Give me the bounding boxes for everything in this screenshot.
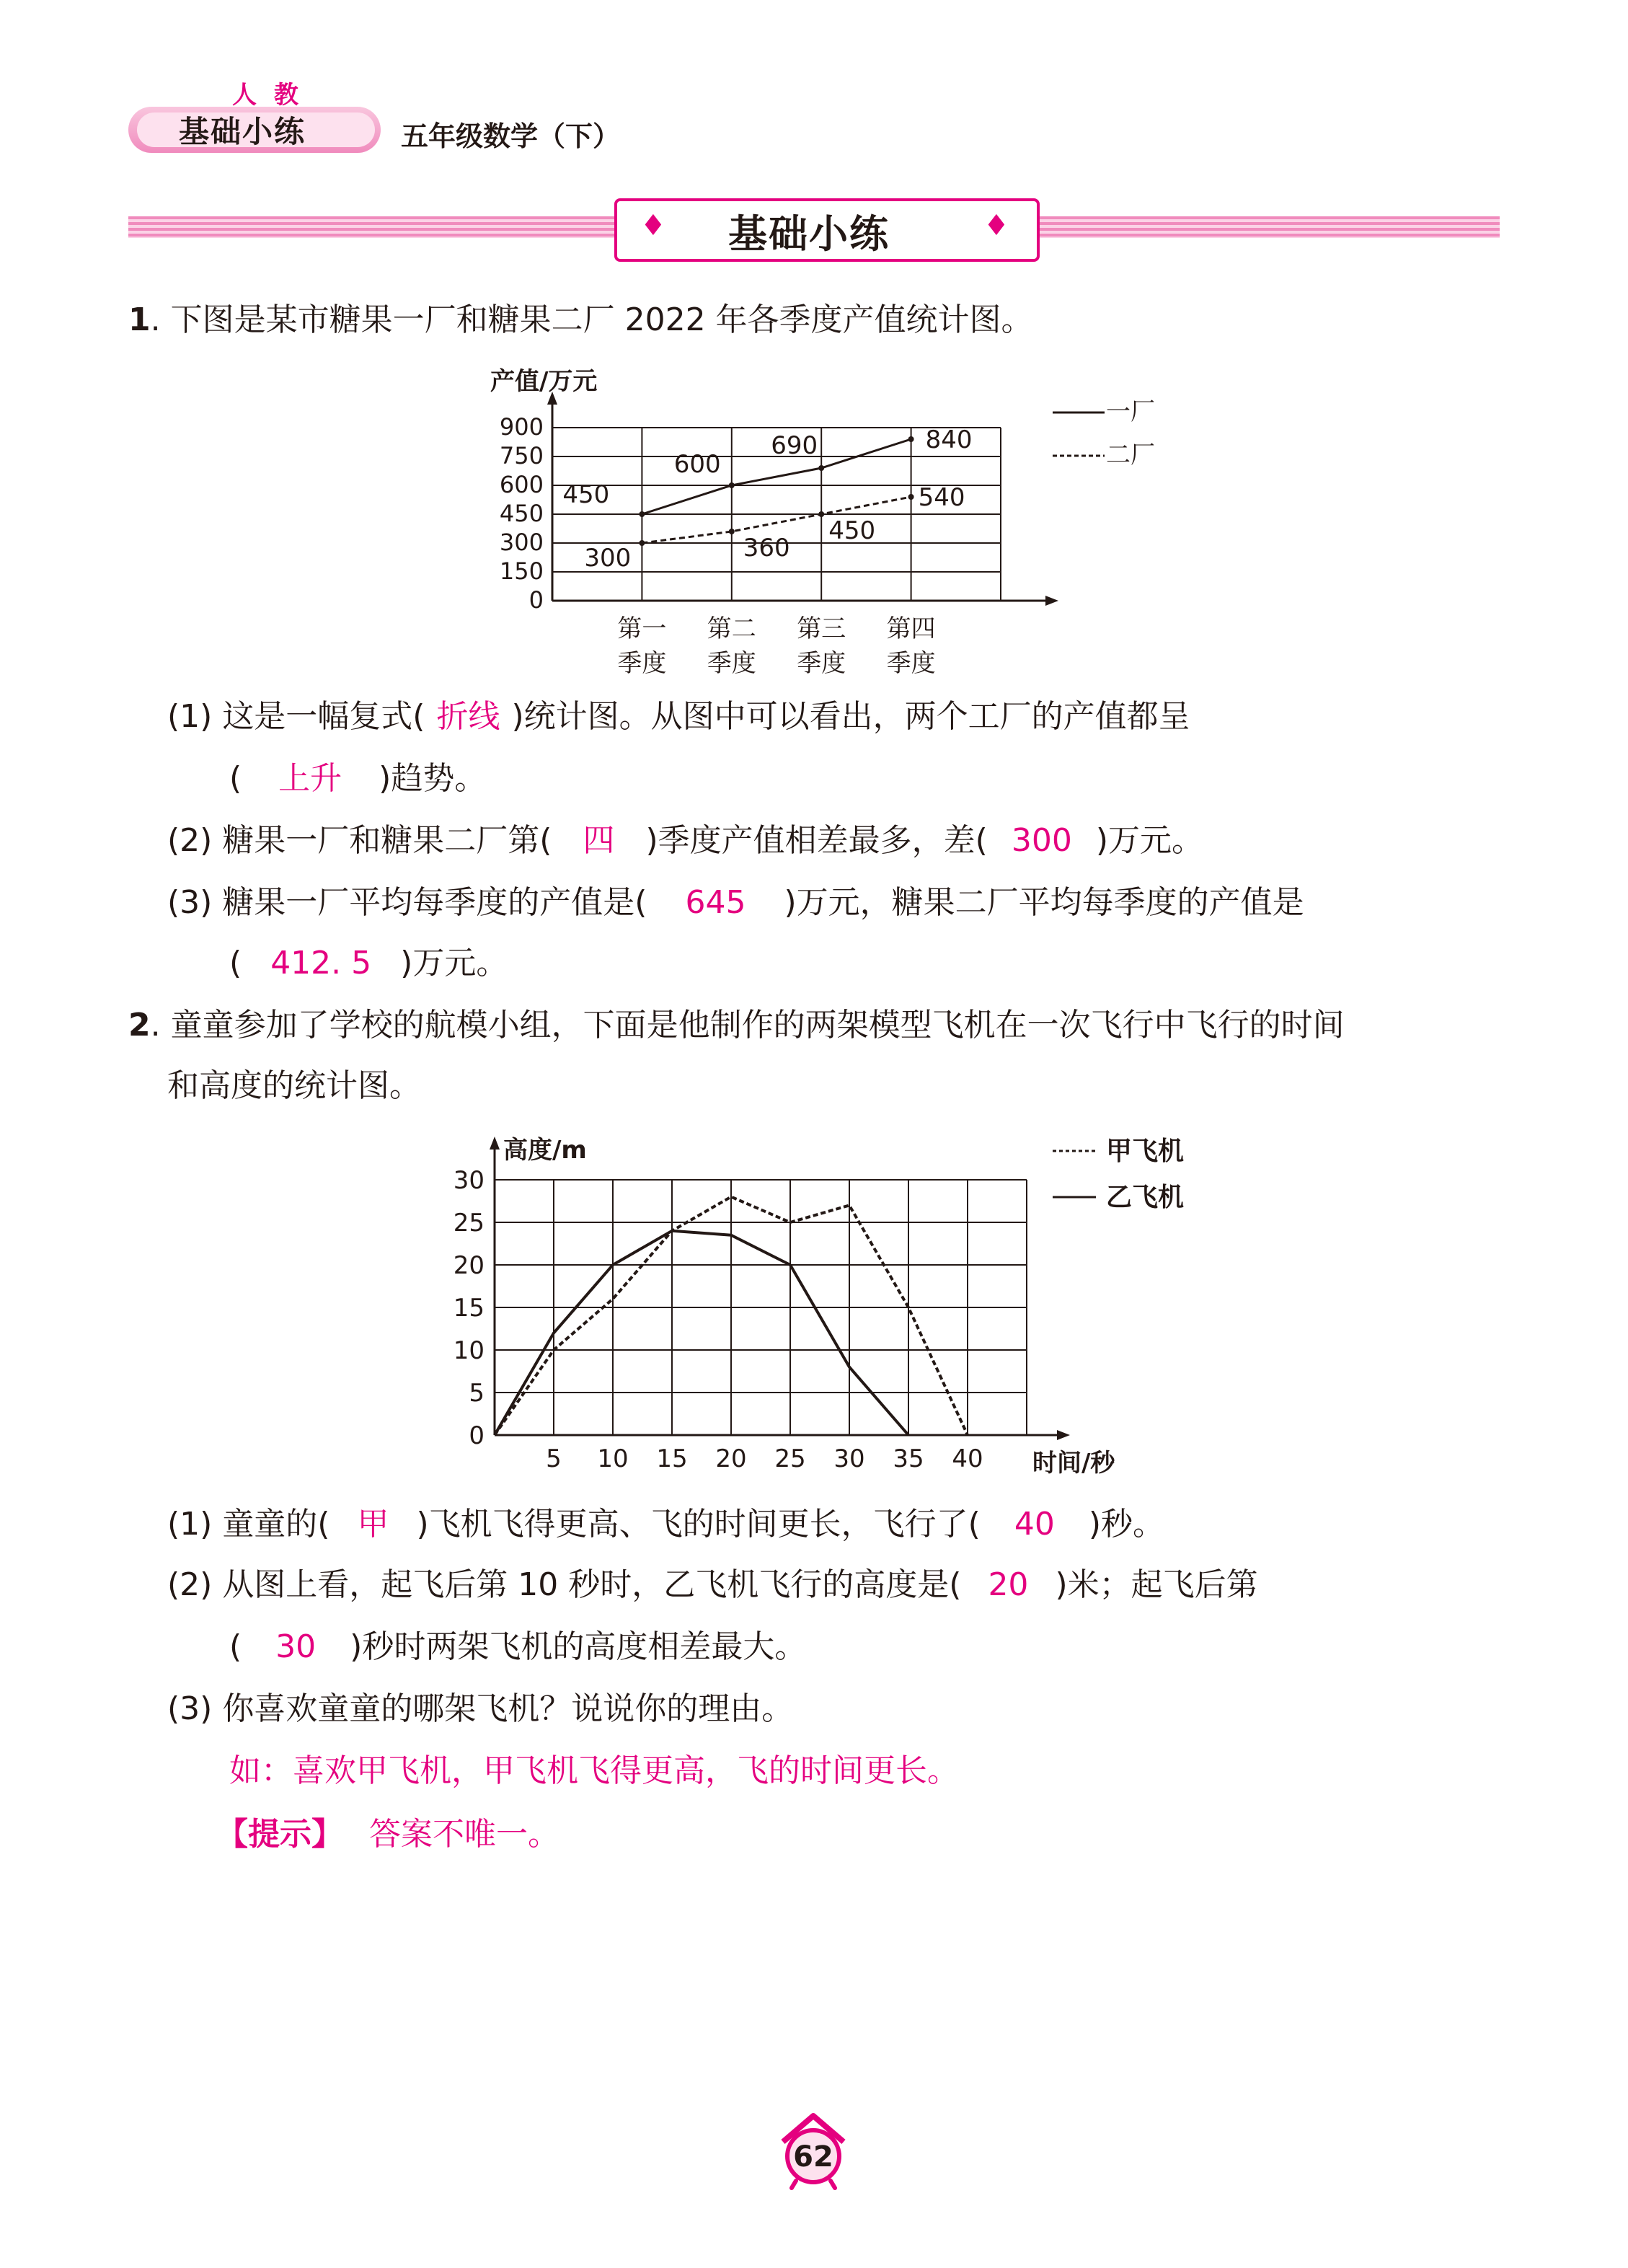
chart1-data-label: 450 <box>828 516 876 545</box>
q1-sub1 <box>167 700 1190 734</box>
chart2-ytick-label: 25 <box>453 1209 485 1237</box>
chart1-ytick-label: 450 <box>499 500 544 527</box>
chart1-category-label: 季度 <box>707 649 756 678</box>
chart1-data-label: 600 <box>673 450 721 479</box>
grade-label: 五年级数学（下） <box>401 120 621 152</box>
chart1-category-label: 第一 <box>617 614 667 643</box>
q2-sub2-text-c: ( <box>229 1628 242 1665</box>
q2-sub3: (3) 你喜欢童童的哪架飞机？说说你的理由。 <box>167 1690 794 1727</box>
chart2-ytick-label: 5 <box>469 1379 485 1408</box>
chart1-data-label: 840 <box>925 425 973 454</box>
chart1-data-label: 300 <box>584 544 632 573</box>
q1-number: 1 <box>128 301 151 338</box>
q2-sub1-answer-1: 甲 <box>357 1506 389 1543</box>
q1-sub2-answer-2: 300 <box>1011 822 1072 859</box>
section-title: 基础小练 <box>728 211 890 257</box>
q2-sub1-text-b: )飞机飞得更高、飞的时间更长，飞行了( <box>416 1506 981 1543</box>
hint-text: 答案不唯一。 <box>369 1816 559 1853</box>
chart2-y-label: 高度/m <box>503 1136 587 1165</box>
chart1-point <box>908 436 914 442</box>
chart1-y-label: 产值/万元 <box>490 367 598 396</box>
q1-sub1-text-a: (1) 这是一幅复式( <box>167 698 425 735</box>
publisher-label: 人 教 <box>232 81 303 110</box>
q2-sub2-text-d: )秒时两架飞机的高度相差最大。 <box>350 1628 807 1665</box>
chart2-xtick-label: 5 <box>546 1444 562 1473</box>
chart1-category-label: 第三 <box>797 614 846 643</box>
q2-stem-line2: 和高度的统计图。 <box>167 1067 421 1104</box>
chart2-xtick-label: 15 <box>656 1444 688 1473</box>
chart1-ytick-label: 300 <box>499 529 544 556</box>
q1-sub1-text-b: )统计图。从图中可以看出，两个工厂的产值都呈 <box>511 698 1190 735</box>
q1-sub3-text-d: )万元。 <box>400 945 508 981</box>
chart1-ytick-label: 600 <box>499 471 544 498</box>
chart1-category-label: 季度 <box>617 649 667 678</box>
q1-sub2-answer-1: 四 <box>583 822 615 859</box>
chart1-data-label: 450 <box>562 480 610 509</box>
q2-sub2-text-b: )米；起飞后第 <box>1055 1566 1258 1603</box>
q1-sub2-text-c: )万元。 <box>1095 822 1203 859</box>
chart1-category-label: 第四 <box>886 614 936 643</box>
chart1-data-label: 540 <box>918 483 965 512</box>
diamond-left-icon: ♦ <box>640 209 666 242</box>
q1-sub2-text-b: )季度产值相差最多，差( <box>645 822 988 859</box>
chart1-data-label: 360 <box>743 534 790 562</box>
page-number-badge <box>770 2106 857 2192</box>
q2-sub1-answer-2: 40 <box>1014 1506 1055 1543</box>
chart2-xtick-label: 40 <box>952 1444 983 1473</box>
q1-sub3-answer-2: 412. 5 <box>270 945 372 981</box>
q1-stem-text: . 下图是某市糖果一厂和糖果二厂 2022 年各季度产值统计图。 <box>150 301 1033 338</box>
q2-sub2-text-a: (2) 从图上看，起飞后第 10 秒时，乙飞机飞行的高度是( <box>167 1566 962 1603</box>
q2-sub1-text-c: )秒。 <box>1088 1506 1164 1543</box>
q1-sub1-answer-1: 折线 <box>436 698 500 735</box>
series-label: 基础小练 <box>179 114 306 149</box>
chart2-ytick-label: 10 <box>453 1336 485 1365</box>
chart2-xtick-label: 20 <box>715 1444 747 1473</box>
q2-sub3-answer: 如：喜欢甲飞机，甲飞机飞得更高，飞的时间更长。 <box>229 1752 959 1789</box>
chart1-point <box>908 494 914 500</box>
page-number: 62 <box>793 2140 833 2174</box>
q2-number: 2 <box>128 1007 151 1043</box>
chart1-point <box>639 540 645 546</box>
chart2-xtick-label: 25 <box>774 1444 806 1473</box>
q1-sub1-answer-2: 上升 <box>278 760 342 797</box>
chart1-point <box>729 482 735 488</box>
chart1-category-label: 季度 <box>886 649 936 678</box>
q2-stem-line1 <box>128 1008 1345 1043</box>
chart1-point <box>639 511 645 517</box>
q2-sub1 <box>167 1507 1164 1542</box>
chart1-ytick-label: 150 <box>499 557 544 585</box>
q1-sub3 <box>167 886 1304 920</box>
chart2-xtick-label: 10 <box>597 1444 629 1473</box>
q1-sub1-cont <box>229 762 486 796</box>
chart2-ytick-label: 15 <box>453 1294 485 1323</box>
chart2-ytick-label: 0 <box>469 1421 485 1450</box>
chart-1-factory-output <box>476 361 1197 685</box>
chart1-point <box>818 511 824 517</box>
chart2-x-arrow-icon <box>1057 1430 1070 1440</box>
q2-sub1-text-a: (1) 童童的( <box>167 1506 330 1543</box>
chart1-legend-label: 二厂 <box>1106 441 1155 469</box>
chart1-x-arrow-icon <box>1045 596 1058 606</box>
q2-sub2-answer-1: 20 <box>988 1566 1029 1603</box>
chart1-data-label: 690 <box>771 431 818 460</box>
q1-sub3-text-c: ( <box>229 945 242 981</box>
diamond-right-icon: ♦ <box>983 209 1009 242</box>
chart2-ytick-label: 30 <box>453 1166 485 1195</box>
chart1-ytick-label: 900 <box>499 413 544 441</box>
chart1-ytick-label: 0 <box>528 586 544 614</box>
chart2-legend-label: 乙飞机 <box>1106 1183 1185 1212</box>
q1-sub1-text-c: ( <box>229 760 242 797</box>
chart1-category-label: 第二 <box>707 614 756 643</box>
q1-sub2 <box>167 824 1203 858</box>
hint-label: 【提示】 <box>216 1816 343 1853</box>
q1-sub1-text-d: )趋势。 <box>379 760 487 797</box>
q2-stem-text-1: . 童童参加了学校的航模小组，下面是他制作的两架模型飞机在一次飞行中飞行的时间 <box>150 1007 1345 1043</box>
q1-sub3-answer-1: 645 <box>685 884 746 921</box>
chart-2-flight-height <box>447 1125 1240 1493</box>
q1-sub3-cont <box>229 946 508 981</box>
q2-sub2 <box>167 1568 1258 1602</box>
chart2-xtick-label: 35 <box>893 1444 924 1473</box>
q1-sub3-text-a: (3) 糖果一厂平均每季度的产值是( <box>167 884 647 921</box>
chart1-ytick-label: 750 <box>499 442 544 469</box>
q1-stem <box>128 303 1033 337</box>
chart2-legend-label: 甲飞机 <box>1106 1137 1185 1166</box>
q1-sub2-text-a: (2) 糖果一厂和糖果二厂第( <box>167 822 552 859</box>
chart2-ytick-label: 20 <box>453 1251 485 1280</box>
chart1-legend-label: 一厂 <box>1106 397 1155 426</box>
chart2-series-line-2 <box>495 1231 908 1435</box>
chart1-category-label: 季度 <box>797 649 846 678</box>
chart1-point <box>818 465 824 471</box>
q2-hint <box>216 1817 559 1852</box>
chart1-point <box>729 529 735 534</box>
q1-sub3-text-b: )万元，糖果二厂平均每季度的产值是 <box>784 884 1304 921</box>
chart2-xtick-label: 30 <box>833 1444 865 1473</box>
q2-sub2-cont <box>229 1630 806 1664</box>
q2-sub2-answer-2: 30 <box>275 1628 317 1665</box>
chart2-x-label: 时间/秒 <box>1032 1449 1115 1478</box>
chart2-y-arrow-icon <box>490 1137 500 1150</box>
